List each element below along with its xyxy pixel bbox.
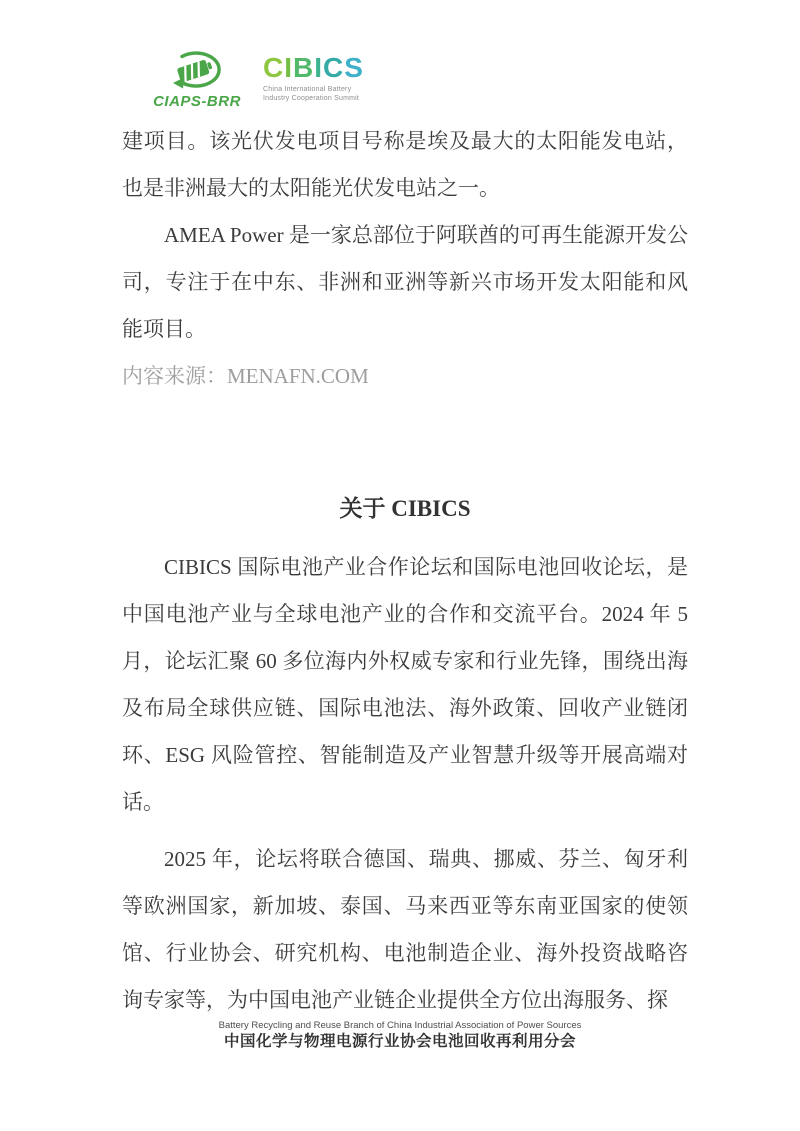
cibics-subtitle bbox=[263, 85, 364, 103]
paragraph-2025-plan: 2025 年，论坛将联合德国、瑞典、挪威、芬兰、匈牙利等欧洲国家，新加坡、泰国、马来西亚等东南亚国家的使领馆、行业协会、研究机构、电池制造企业、海外投资战略咨询专家等，为中国电池产业链企业提供全方位出海服务、探 bbox=[122, 847, 688, 1012]
paragraph-amea-power: AMEA Power 是一家总部位于阿联酋的可再生能源开发公司，专注于在中东、非洲和亚洲等新兴市场开发太阳能和风能项目。 bbox=[122, 223, 688, 341]
footer-chinese-line: 中国化学与物理电源行业协会电池回收再利用分会 bbox=[223, 1033, 576, 1050]
header-logos bbox=[145, 48, 364, 110]
paragraph-continuation: 建项目。该光伏发电项目号称是埃及最大的太阳能发电站，也是非洲最大的太阳能光伏发电站之一。 bbox=[122, 129, 688, 200]
footer-english-line: Battery Recycling and Reuse Branch of China Industrial Association of Power Sources bbox=[218, 1020, 582, 1031]
document-footer bbox=[0, 1020, 800, 1051]
ciaps-brr-wordmark: CIAPS-BRR bbox=[153, 93, 241, 110]
cibics-subtitle-line2: Industry Cooperation Summit bbox=[263, 95, 360, 102]
paragraph-cibics-intro: CIBICS 国际电池产业合作论坛和国际电池回收论坛，是中国电池产业与全球电池产业的合作和交流平台。2024 年 5 月，论坛汇聚 60 多位海内外权威专家和行业先锋，围绕出海及布局全球供应链、国际电池法、海外政策、回收产业链闭环、ESG 风险管控、智能制造及产业智慧升级等开展高端对话。 bbox=[122, 555, 688, 814]
cibics-subtitle-line1: China International Battery bbox=[263, 86, 352, 93]
cibics-logo bbox=[263, 54, 364, 103]
battery-recycle-icon bbox=[165, 48, 229, 92]
content-source-line: 内容来源：MENAFN.COM bbox=[122, 364, 369, 388]
ciaps-brr-logo bbox=[145, 48, 249, 110]
document-body bbox=[122, 118, 688, 1024]
section-heading-about-cibics: 关于 CIBICS bbox=[339, 496, 471, 521]
cibics-wordmark: CIBICS bbox=[263, 52, 364, 83]
